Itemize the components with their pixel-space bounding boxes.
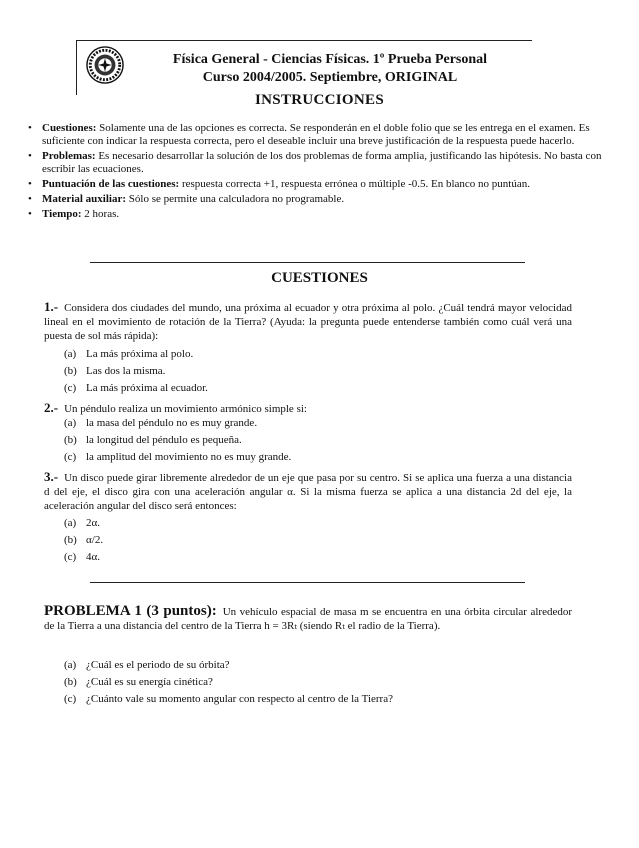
question-1 <box>44 300 572 343</box>
problem-1-options <box>64 657 393 708</box>
university-seal-icon <box>86 46 124 84</box>
option-item: (a) La más próxima al polo. <box>64 348 194 360</box>
question-3-options <box>64 515 103 566</box>
question-text: Un disco puede girar libremente alrededor de un eje que pasa por su centro. Si se aplica una fuerza a una distancia d del eje, el disco gira con una aceleración angular α. Si la misma fuerza se aplica a una distancia 2d del eje, la aceleración angular del disco será entonces: <box>44 472 572 512</box>
question-number: 2.- <box>44 400 59 415</box>
bullet-icon: • <box>28 208 32 220</box>
problem-title: PROBLEMA 1 (3 puntos): <box>44 603 217 619</box>
instruction-item: • Puntuación de las cuestiones: respuesta correcta +1, respuesta errónea o múltiple -0.5. En blanco no puntúan. <box>28 178 530 190</box>
bullet-icon: • <box>28 150 32 162</box>
instruction-item: • Tiempo: 2 horas. <box>28 208 120 220</box>
question-text: Un péndulo realiza un movimiento armónico simple si: <box>64 403 307 415</box>
instruction-item: • Problemas: Es necesario desarrollar la solución de los dos problemas de forma amplia, justificando las hipótesis. No basta con escribir las ecuaciones. <box>28 150 602 175</box>
option-item: (c) La más próxima al ecuador. <box>64 382 208 394</box>
option-item: (a) 2α. <box>64 517 101 529</box>
exam-subtitle: Curso 2004/2005. Septiembre, ORIGINAL <box>202 70 458 85</box>
option-item: (b) α/2. <box>64 534 104 546</box>
instruction-item: • Cuestiones: Solamente una de las opciones es correcta. Se responderán en el doble folio que se les entrega en el examen. Es suficiente con indicar la respuesta correcta, pero el deseable incluir una breve justificación de la respuesta puede hacerlo. <box>28 122 590 147</box>
option-item: (c) la amplitud del movimiento no es muy grande. <box>64 451 292 463</box>
bullet-icon: • <box>28 193 32 205</box>
divider <box>90 582 525 583</box>
question-3 <box>44 470 572 513</box>
question-number: 1.- <box>44 299 59 314</box>
bullet-icon: • <box>28 122 32 134</box>
instruction-item: • Material auxiliar: Sólo se permite una calculadora no programable. <box>28 193 345 205</box>
question-1-options <box>64 346 208 397</box>
option-item: (a) ¿Cuál es el periodo de su órbita? <box>64 659 230 671</box>
question-number: 3.- <box>44 469 59 484</box>
instructions-list <box>26 122 618 223</box>
exam-title: Física General - Ciencias Físicas. 1º Prueba Personal <box>172 52 488 67</box>
question-2 <box>44 401 572 416</box>
instructions-heading: INSTRUCCIONES <box>255 92 384 108</box>
question-2-options <box>64 415 291 466</box>
option-item: (b) ¿Cuál es su energía cinética? <box>64 676 213 688</box>
option-item: (b) Las dos la misma. <box>64 365 166 377</box>
problem-text: Un vehículo espacial de masa m se encuentra en una órbita circular alrededor de la Tierra a una distancia del centro de la Tierra h = 3Rₜ (siendo Rₜ el radio de la Tierra). <box>44 606 572 632</box>
divider <box>90 262 525 263</box>
question-text: Considera dos ciudades del mundo, una próxima al ecuador y otra próxima al polo. ¿Cuál tendrá mayor velocidad lineal en el movimiento de rotación de la Tierra? (Ayuda: la pregunta puede entenderse también como cuál verá una puesta de sol más rápida): <box>44 302 572 342</box>
option-item: (c) 4α. <box>64 551 101 563</box>
bullet-icon: • <box>28 178 32 190</box>
problem-1 <box>44 604 572 633</box>
cuestiones-heading: CUESTIONES <box>271 270 368 286</box>
option-item: (c) ¿Cuánto vale su momento angular con respecto al centro de la Tierra? <box>64 693 393 705</box>
option-item: (b) la longitud del péndulo es pequeña. <box>64 434 242 446</box>
option-item: (a) la masa del péndulo no es muy grande. <box>64 417 258 429</box>
